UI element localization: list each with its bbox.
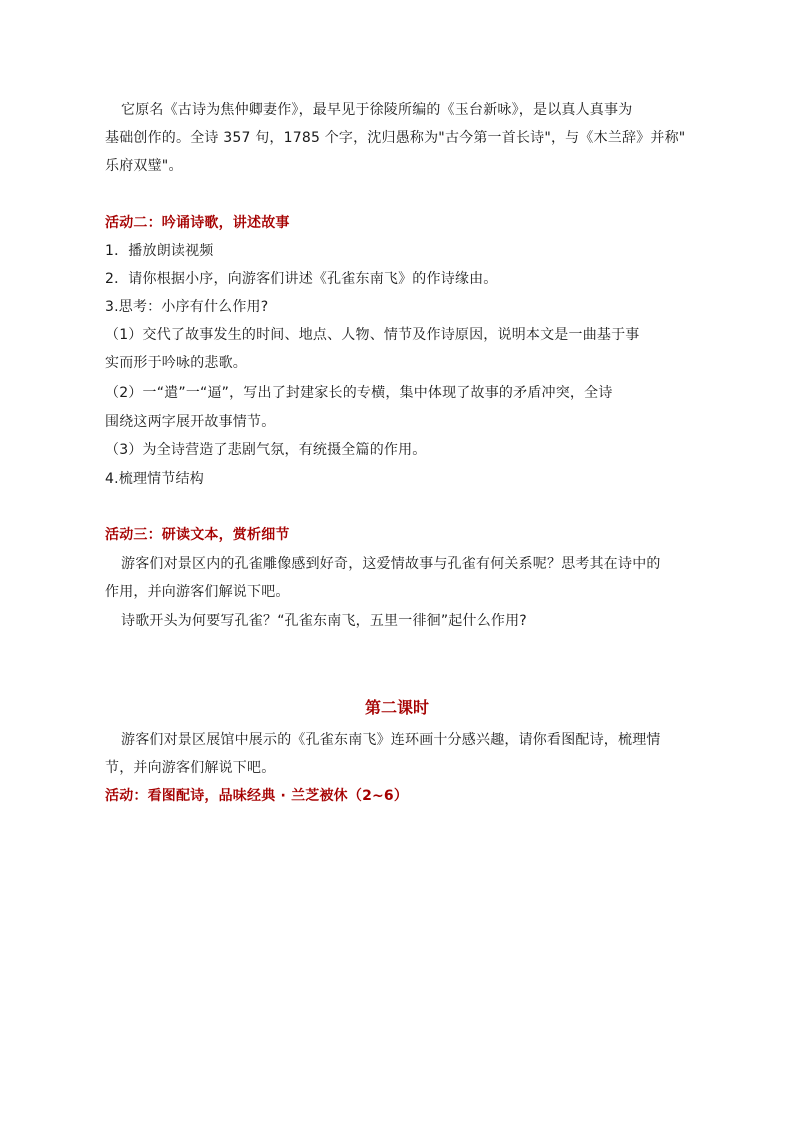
intro-line-1: 它原名《古诗为焦仲卿妻作》，最早见于徐陵所编的《玉台新咏》，是以真人真事为 xyxy=(121,102,633,118)
activity2-sub2-line-2: 围绕这两字展开故事情节。 xyxy=(105,414,276,430)
lesson2-title: 第二课时 xyxy=(364,698,429,717)
activity2-sub1-line-2: 实而形于吟咏的悲歌。 xyxy=(105,355,247,371)
activity2-item-4: 4.梳理情节结构 xyxy=(105,471,204,487)
activity3-para2: 诗歌开头为何要写孔雀？“孔雀东南飞，五里一徘徊”起什么作用? xyxy=(121,613,527,629)
activity2-sub3: （3）为全诗营造了悲剧气氛，有统摄全篇的作用。 xyxy=(105,442,427,458)
activity3-para1-line-2: 作用，并向游客们解说下吧。 xyxy=(105,584,290,600)
activity2-sub2-line-1: （2）一“遣”一“逼”，写出了封建家长的专横，集中体现了故事的矛盾冲突，全诗 xyxy=(105,385,613,401)
activity3-para1-line-1: 游客们对景区内的孔雀雕像感到好奇，这爱情故事与孔雀有何关系呢？思考其在诗中的 xyxy=(121,556,661,572)
activity2-item-3: 3.思考：小序有什么作用? xyxy=(105,299,269,315)
activity2-item-2: 2．请你根据小序，向游客们讲述《孔雀东南飞》的作诗缘由。 xyxy=(105,271,498,287)
lesson2-para-line-2: 节，并向游客们解说下吧。 xyxy=(105,760,276,776)
activity3-heading: 活动三：研读文本，赏析细节 xyxy=(105,527,290,543)
activity2-sub1-line-1: （1）交代了故事发生的时间、地点、人物、情节及作诗原因，说明本文是一曲基于事 xyxy=(105,327,640,343)
activity2-heading: 活动二：吟诵诗歌，讲述故事 xyxy=(105,215,290,231)
lesson2-para-line-1: 游客们对景区展馆中展示的《孔雀东南飞》连环画十分感兴趣，请你看图配诗，梳理情 xyxy=(121,732,661,748)
activity2-item-1: 1．播放朗读视频 xyxy=(105,243,214,259)
intro-line-2: 基础创作的。全诗 357 句，1785 个字，沈归愚称为"古今第一首长诗"，与《木兰辞》并称" xyxy=(105,130,686,146)
intro-line-3: 乐府双璧"。 xyxy=(105,158,183,174)
lesson2-activity-heading: 活动：看图配诗，品味经典 · 兰芝被休（2~6） xyxy=(105,788,409,804)
